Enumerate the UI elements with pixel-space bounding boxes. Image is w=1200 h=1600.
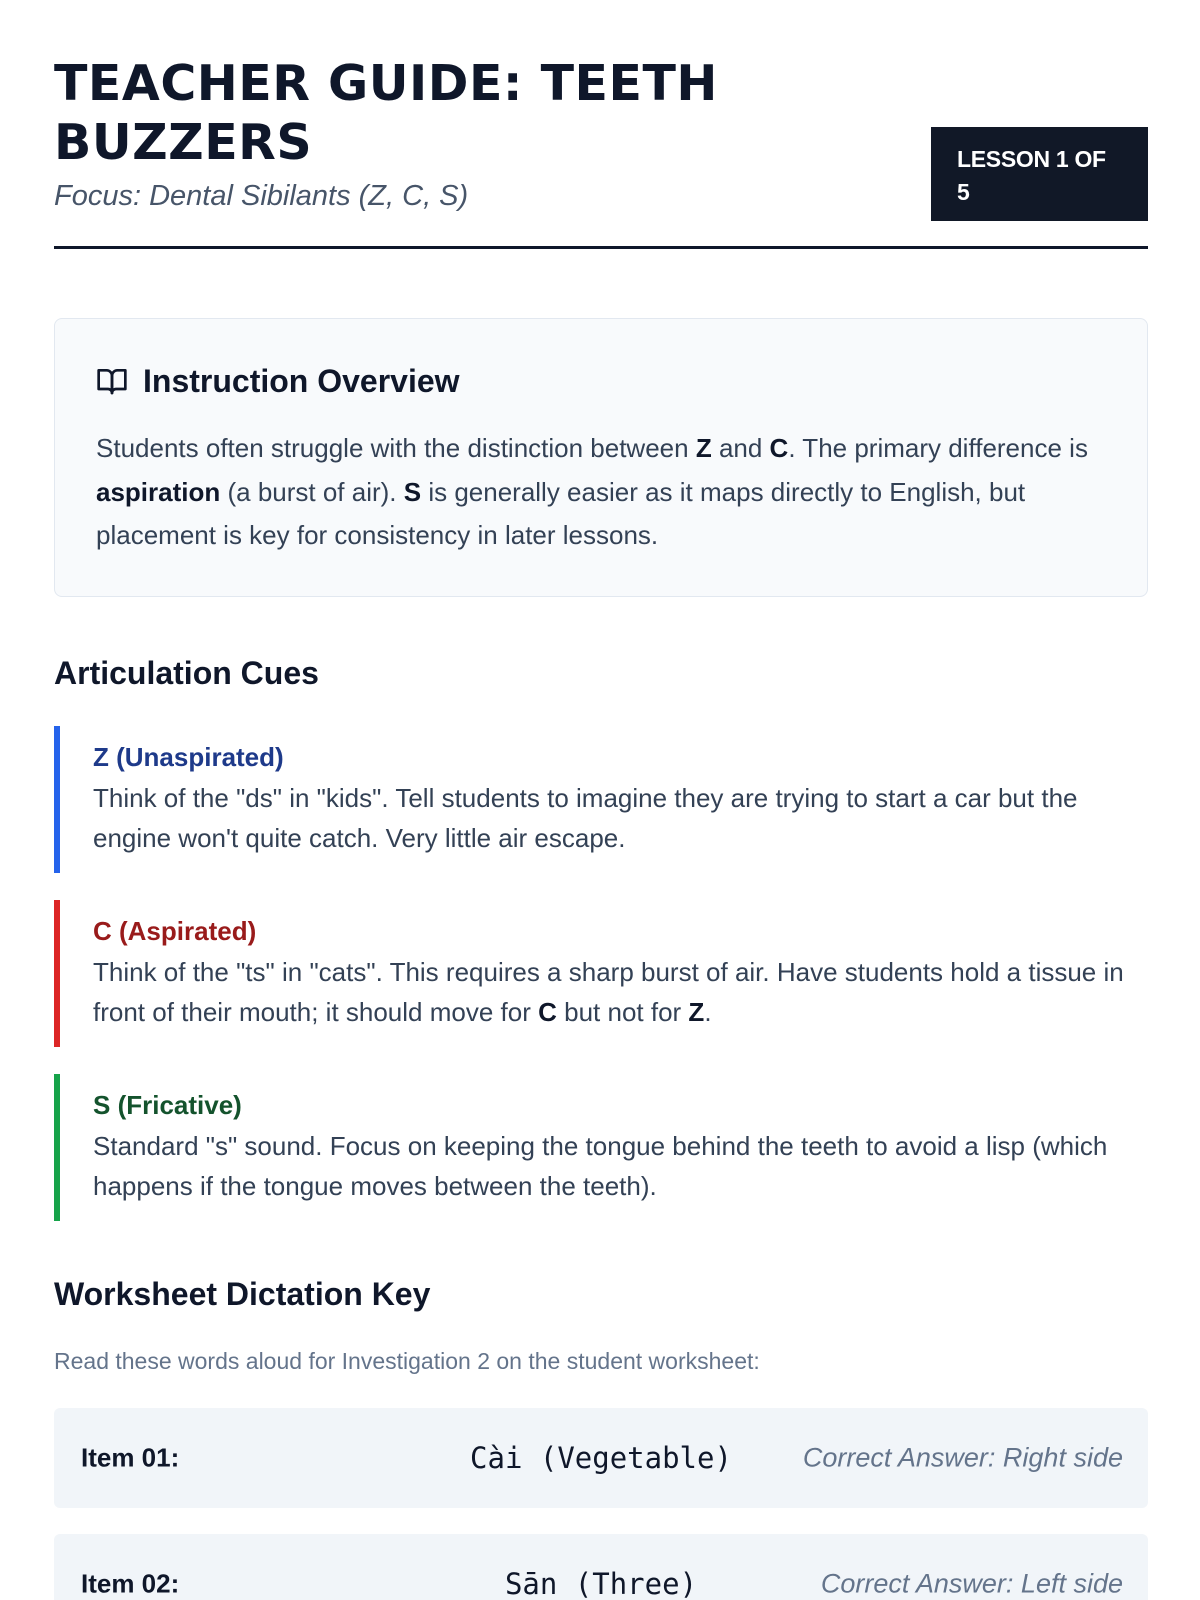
page-subtitle: Focus: Dental Sibilants (Z, C, S) (54, 180, 469, 212)
overview-header (96, 361, 1107, 401)
dictation-word: Cài (Vegetable) (470, 1441, 732, 1475)
page-header (54, 0, 1148, 249)
cue-c-aspirated (54, 900, 1148, 1047)
page-title: TEACHER GUIDE: TEETH BUZZERS (54, 55, 718, 171)
cue-text: Think of the "ds" in "kids". Tell students to imagine they are trying to start a car but the engine won't quite catch. Very little air escape. (93, 783, 1078, 853)
cue-title: Z (Unaspirated) (93, 742, 284, 772)
dictation-row (54, 1408, 1148, 1508)
dictation-row (54, 1534, 1148, 1600)
dictation-item-label: Item 02: (81, 1568, 180, 1599)
dictation-answer: Correct Answer: Left side (820, 1568, 1123, 1599)
dictation-key-heading: Worksheet Dictation Key (54, 1276, 431, 1312)
cue-z-unaspirated (54, 726, 1148, 873)
book-icon (96, 365, 128, 397)
lesson-badge: LESSON 1 OF 5 (931, 127, 1148, 221)
dictation-item-label: Item 01: (81, 1442, 180, 1473)
cue-title: S (Fricative) (93, 1090, 242, 1120)
articulation-cues-heading: Articulation Cues (54, 655, 319, 691)
teacher-guide-page (54, 0, 1148, 1600)
dictation-word: Sān (Three) (504, 1567, 698, 1600)
overview-text: Students often struggle with the distinction between Z and C. The primary difference is aspiration (a burst of air). S is generally easier as it maps directly to English, but placement is key for consistency in later lessons. (96, 433, 1088, 550)
overview-title: Instruction Overview (143, 362, 460, 399)
cue-s-fricative (54, 1074, 1148, 1221)
dictation-instruction: Read these words aloud for Investigation 2 on the student worksheet: (54, 1348, 760, 1374)
cue-text: Think of the "ts" in "cats". This requires a sharp burst of air. Have students hold a tissue in front of their mouth; it should move for C but not for Z. (93, 957, 1124, 1027)
cue-text: Standard "s" sound. Focus on keeping the tongue behind the teeth to avoid a lisp (which happens if the tongue moves between the teeth). (93, 1131, 1108, 1201)
dictation-answer: Correct Answer: Right side (802, 1442, 1123, 1473)
instruction-overview-card (54, 318, 1148, 597)
cue-title: C (Aspirated) (93, 916, 257, 946)
